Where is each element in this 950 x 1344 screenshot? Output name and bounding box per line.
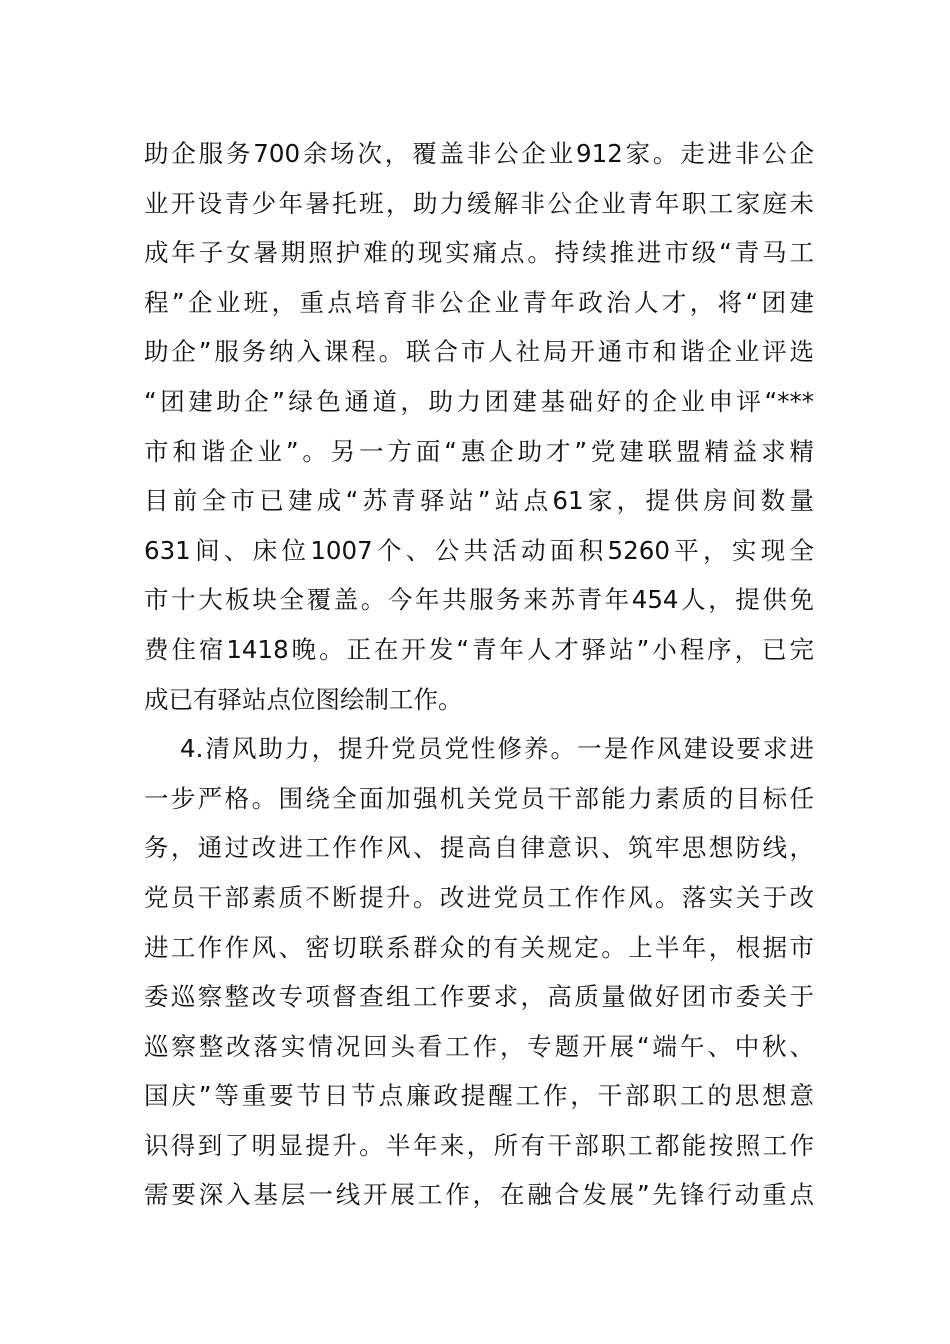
text-line: 631间、床位1007个、公共活动面积5260平，实现全 <box>144 535 814 565</box>
text-line: 程”企业班，重点培育非公企业青年政治人才，将“团建 <box>144 287 814 317</box>
text-line: 成年子女暑期照护难的现实痛点。持续推进市级“青马工 <box>144 238 814 268</box>
text-line: 目前全市已建成“苏青驿站”站点61家，提供房间数量 <box>144 486 814 516</box>
body-text <box>144 129 814 1220</box>
text-line: 务，通过改进工作作风、提高自律意识、筑牢思想防线， <box>144 833 814 863</box>
text-line: 识得到了明显提升。半年来，所有干部职工都能按照工作 <box>144 1130 814 1160</box>
section-heading-line: 4.清风助力，提升党员党性修养。一是作风建设要求进 <box>180 734 814 764</box>
text-line: 进工作作风、密切联系群众的有关规定。上半年，根据市 <box>144 932 814 962</box>
text-line: 一步严格。围绕全面加强机关党员干部能力素质的目标任 <box>144 783 814 813</box>
text-line: 费住宿1418晚。正在开发“青年人才驿站”小程序，已完 <box>144 634 814 664</box>
text-line: 助企服务700余场次，覆盖非公企业912家。走进非公企 <box>144 139 814 168</box>
text-line: 助企”服务纳入课程。联合市人社局开通市和谐企业评选 <box>144 337 814 367</box>
text-line: 巡察整改落实情况回头看工作，专题开展“端午、中秋、 <box>144 1031 814 1061</box>
text-line: 委巡察整改专项督查组工作要求，高质量做好团市委关于 <box>144 982 814 1012</box>
text-line: 国庆”等重要节日节点廉政提醒工作，干部职工的思想意 <box>144 1081 814 1111</box>
text-line: “团建助企”绿色通道，助力团建基础好的企业申评“*** <box>144 386 814 416</box>
text-line: 市和谐企业”。另一方面“惠企助才”党建联盟精益求精 <box>144 436 814 466</box>
text-line: 党员干部素质不断提升。改进党员工作作风。落实关于改 <box>144 882 814 912</box>
text-line: 市十大板块全覆盖。今年共服务来苏青年454人，提供免 <box>144 585 814 615</box>
text-line: 业开设青少年暑托班，助力缓解非公企业青年职工家庭未 <box>144 188 814 218</box>
text-line: 需要深入基层一线开展工作，在融合发展”先锋行动重点 <box>144 1180 814 1210</box>
paragraph-end-line: 成已有驿站点位图绘制工作。 <box>144 684 463 714</box>
